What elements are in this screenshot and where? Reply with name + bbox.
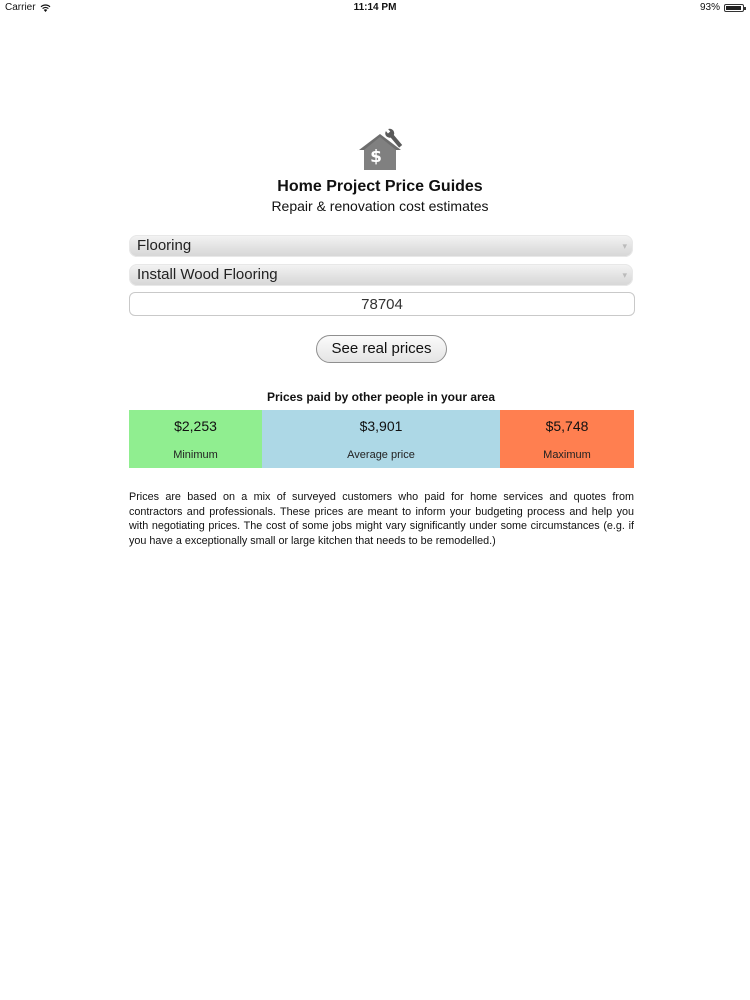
clock: 11:14 PM: [353, 2, 397, 13]
price-range-bar: [129, 410, 634, 468]
status-bar: [0, 0, 750, 16]
battery-percent: 93%: [699, 2, 720, 13]
chevron-down-icon: ▾: [622, 241, 627, 251]
price-minimum-amount: $2,253: [174, 418, 217, 434]
svg-text:$: $: [370, 147, 382, 167]
battery-cap: [744, 7, 746, 10]
project-picker[interactable]: [129, 264, 633, 286]
zip-code-input[interactable]: [129, 292, 635, 316]
price-average-label: Average price: [347, 449, 415, 461]
price-average-cell: [262, 410, 500, 468]
price-minimum-cell: [129, 410, 262, 468]
category-picker-value: Flooring: [137, 237, 192, 254]
page-title: Home Project Price Guides: [277, 178, 483, 195]
project-picker-value: Install Wood Flooring: [137, 266, 278, 283]
battery-icon: [724, 4, 744, 12]
page-subtitle: Repair & renovation cost estimates: [271, 198, 489, 214]
price-minimum-label: Minimum: [173, 449, 218, 461]
price-average-amount: $3,901: [359, 418, 403, 434]
see-real-prices-button[interactable]: See real prices: [316, 335, 447, 363]
price-maximum-cell: [500, 410, 634, 468]
house-dollar-wrench-icon: [355, 126, 405, 174]
price-maximum-label: Maximum: [543, 449, 591, 461]
prices-heading: Prices paid by other people in your area: [266, 390, 496, 404]
carrier-label: Carrier: [5, 2, 36, 13]
status-right: [700, 2, 744, 13]
battery-level-fill: [726, 6, 741, 10]
category-picker[interactable]: [129, 235, 633, 257]
price-maximum-amount: $5,748: [545, 418, 589, 434]
chevron-down-icon: ▾: [622, 270, 627, 280]
pricing-disclaimer: Prices are based on a mix of surveyed customers who paid for home services and quotes from contractors and professionals. These prices are meant to inform your budgeting process and help you with negotiating prices. The cost of some jobs might vary significantly under some circumstances (e.g. if you have a exceptionally small or large kitchen that needs to be remodelled.): [129, 491, 634, 547]
